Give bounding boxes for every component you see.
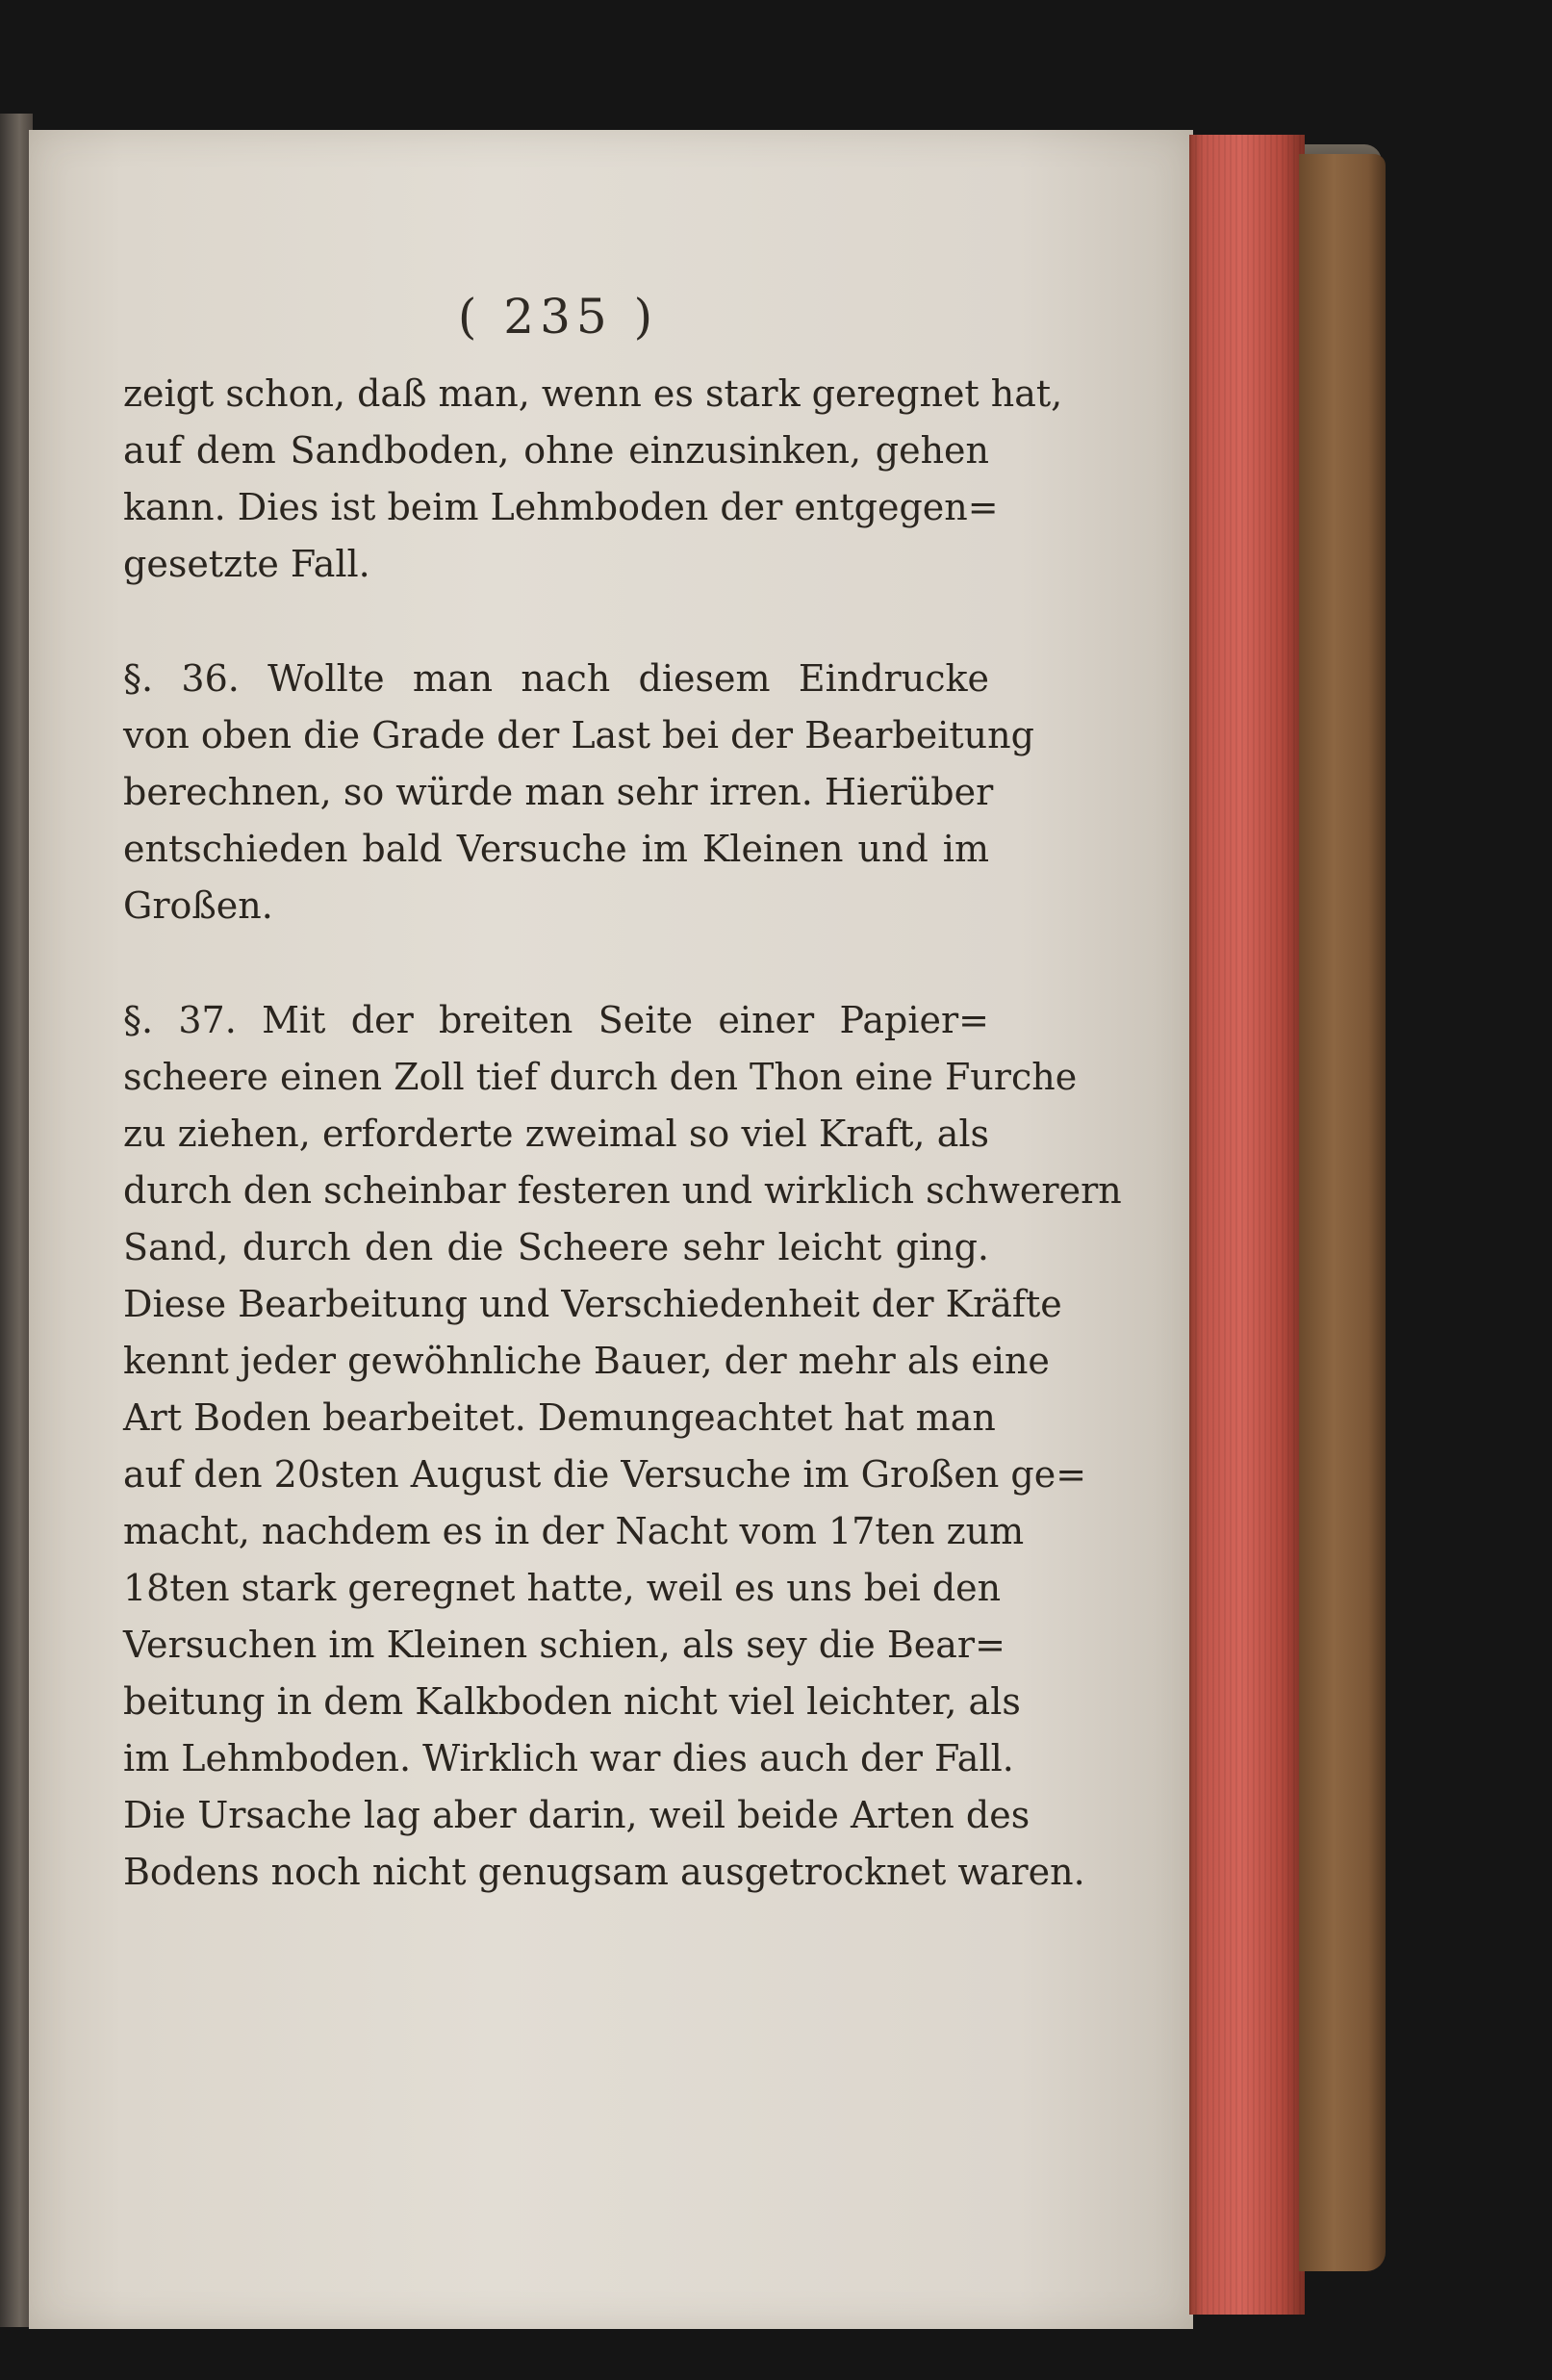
text-line: auf den 20sten August die Versuche im Großen ge= bbox=[123, 1453, 1087, 1496]
previous-page-edge bbox=[0, 114, 33, 2327]
text-line: Bodens noch nicht genugsam ausgetrocknet waren. bbox=[123, 1851, 1085, 1893]
text-line: §. 37. Mit der breiten Seite einer Papier= bbox=[123, 999, 989, 1041]
text-line: gesetzte Fall. bbox=[123, 543, 370, 585]
text-line: Die Ursache lag aber darin, weil beide Arten des bbox=[123, 1794, 1030, 1836]
text-line: durch den scheinbar festeren und wirklich schwerern bbox=[123, 1169, 1122, 1212]
text-line: auf dem Sandboden, ohne einzusinken, gehen bbox=[123, 429, 989, 472]
text-line: macht, nachdem es in der Nacht vom 17ten zum bbox=[123, 1510, 1025, 1552]
text-line: scheere einen Zoll tief durch den Thon eine Furche bbox=[123, 1056, 1078, 1098]
text-line: zeigt schon, daß man, wenn es stark geregnet hat, bbox=[123, 372, 1063, 415]
text-line: Großen. bbox=[123, 884, 273, 927]
text-line: Sand, durch den die Scheere sehr leicht ging. bbox=[123, 1226, 989, 1268]
text-line: kann. Dies ist beim Lehmboden der entgegen= bbox=[123, 486, 999, 528]
text-line: im Lehmboden. Wirklich war dies auch der Fall. bbox=[123, 1737, 1014, 1779]
text-line: beitung in dem Kalkboden nicht viel leichter, als bbox=[123, 1680, 1021, 1723]
text-line: kennt jeder gewöhnliche Bauer, der mehr als eine bbox=[123, 1340, 1050, 1382]
text-line: berechnen, so würde man sehr irren. Hierüber bbox=[123, 771, 994, 813]
paragraph-spacer bbox=[123, 593, 989, 651]
text-line: Diese Bearbeitung und Verschiedenheit der Kräfte bbox=[123, 1283, 1062, 1325]
page-number-header: ( 235 ) bbox=[457, 289, 659, 345]
paragraph-section-37 bbox=[123, 992, 1122, 1901]
book-cover-spine bbox=[1299, 154, 1386, 2271]
page-edge-texture bbox=[1189, 135, 1305, 2315]
text-line: Versuchen im Kleinen schien, als sey die Bear= bbox=[123, 1624, 1005, 1666]
paragraph-1 bbox=[123, 366, 1063, 593]
text-line: von oben die Grade der Last bei der Bearbeitung bbox=[123, 714, 1034, 756]
text-line: zu ziehen, erforderte zweimal so viel Kraft, als bbox=[123, 1113, 989, 1155]
text-line: entschieden bald Versuche im Kleinen und im bbox=[123, 828, 989, 870]
paragraph-spacer bbox=[123, 934, 989, 992]
paragraph-section-36 bbox=[123, 651, 1034, 934]
text-line: Art Boden bearbeitet. Demungeachtet hat man bbox=[123, 1396, 996, 1439]
page-body-text bbox=[123, 366, 1122, 1901]
text-line: §. 36. Wollte man nach diesem Eindrucke bbox=[123, 657, 989, 700]
text-line: 18ten stark geregnet hatte, weil es uns bei den bbox=[123, 1567, 1002, 1609]
red-page-edge bbox=[1189, 135, 1305, 2315]
